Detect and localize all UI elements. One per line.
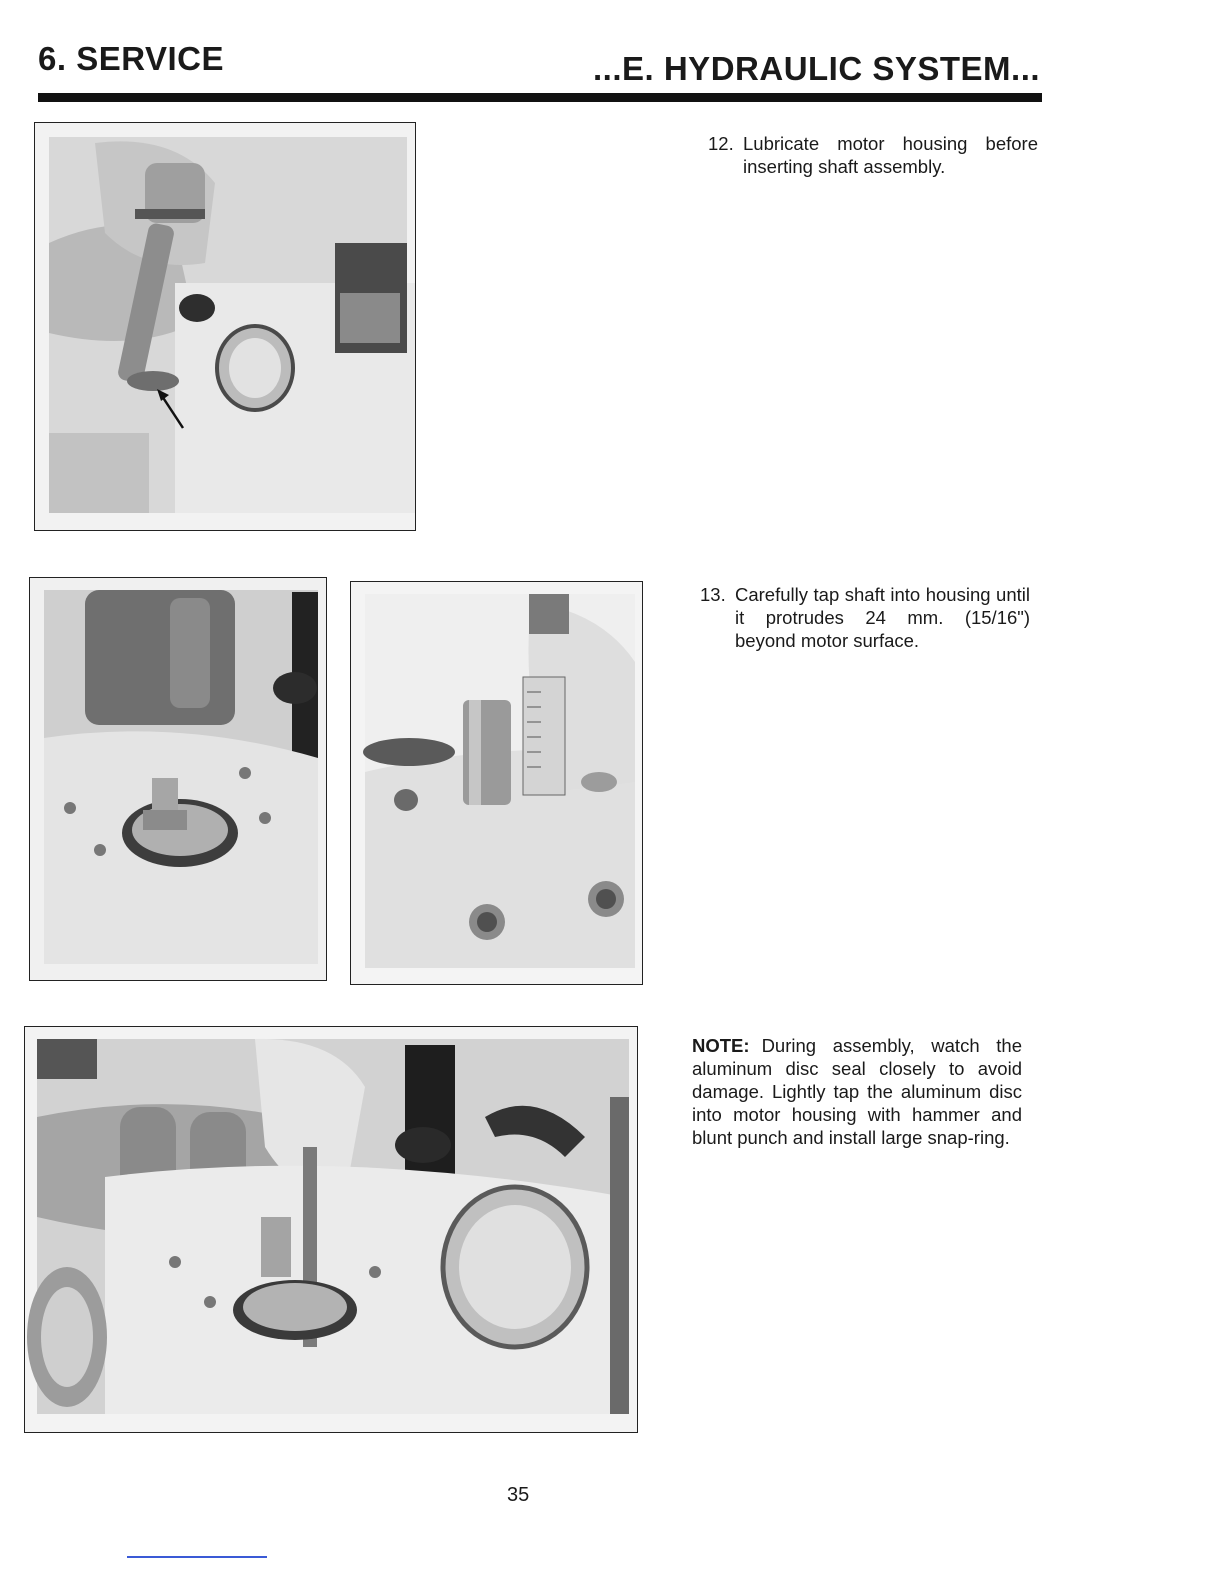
photo-tap-shaft	[29, 577, 327, 981]
step-text: Carefully tap shaft into housing until it protrudes 24 mm. (15/16") beyond motor surface.	[735, 584, 1030, 651]
assembly-note	[692, 1034, 1022, 1149]
page-number: 35	[507, 1484, 530, 1506]
note-text: During assembly, watch the aluminum disc seal closely to avoid damage. Lightly tap the aluminum disc into motor housing with hammer and blunt punch and install large snap-ring.	[692, 1035, 1022, 1148]
header-rule	[38, 93, 1042, 102]
photo-lubricate-housing	[34, 122, 416, 531]
subsection-title: ...E. HYDRAULIC SYSTEM...	[593, 50, 1041, 87]
step-number: 12.	[708, 133, 734, 154]
photo-measure-protrusion	[350, 581, 643, 985]
step-text: Lubricate motor housing before inserting shaft assembly.	[743, 133, 1038, 177]
section-title: 6. SERVICE	[38, 40, 224, 77]
step-number: 13.	[700, 584, 726, 605]
step-12	[708, 132, 1038, 178]
step-13	[700, 583, 1030, 652]
note-label: NOTE:	[692, 1035, 750, 1056]
bottom-divider	[127, 1556, 267, 1558]
photo-install-disc	[24, 1026, 638, 1433]
